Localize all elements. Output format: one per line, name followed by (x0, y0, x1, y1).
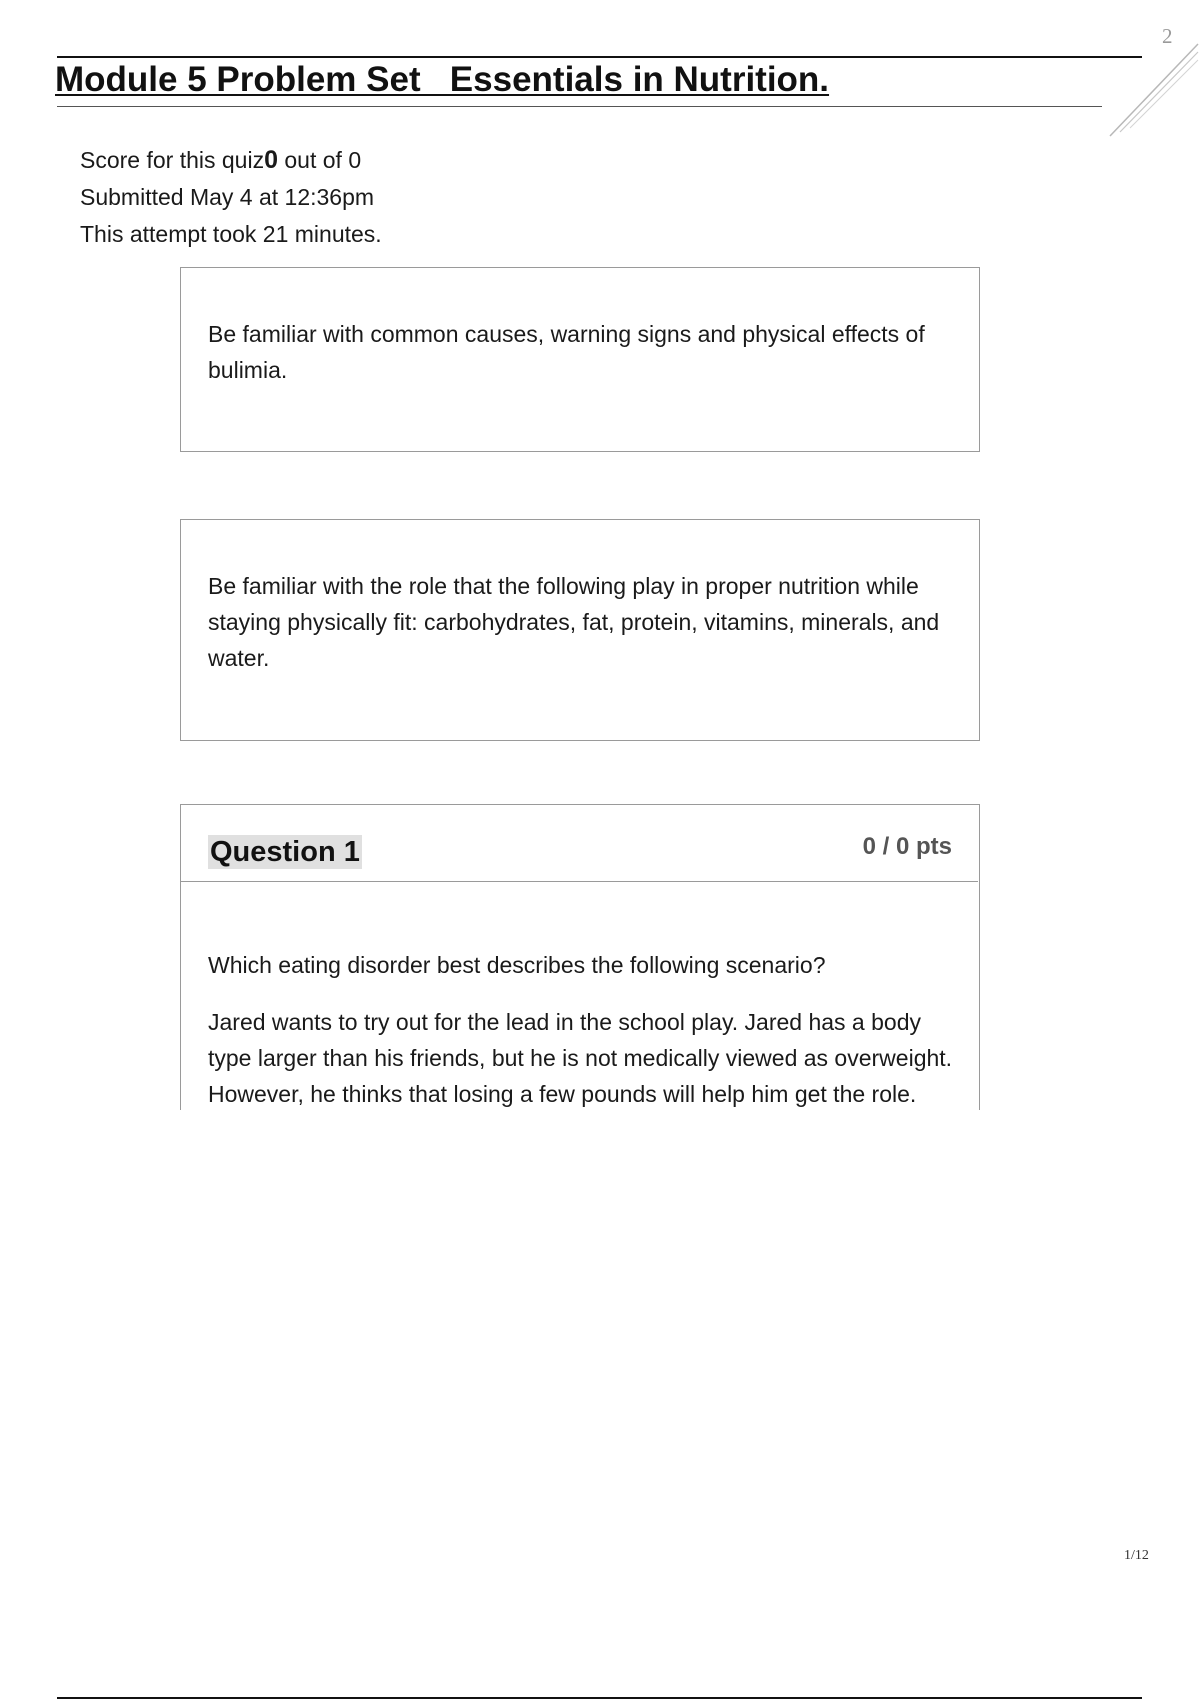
score-total: out of 0 (278, 147, 362, 173)
study-note-text: Be familiar with the role that the following play in proper nutrition while staying physically fit: carbohydrates, fat, protein, vitamins, minerals, and water. (208, 573, 940, 671)
submission-time: Submitted May 4 at 12:36pm (80, 184, 375, 210)
question-header (181, 805, 978, 882)
question-title: Question 1 (210, 836, 360, 868)
bottom-divider (57, 1697, 1142, 1699)
page-corner-number: 2 (1162, 24, 1173, 48)
page-counter: 1/12 (1124, 1548, 1149, 1563)
score-value: 0 (264, 146, 278, 174)
page-title: Module 5 Problem Set_ Essentials in Nutrition. (55, 60, 830, 99)
scenario-line: Jared wants to try out for the lead in the school play. Jared has a body (208, 1009, 921, 1035)
score-label: Score for this quiz (80, 147, 265, 173)
scenario-line: However, he thinks that losing a few pounds will help him get the role. (208, 1081, 917, 1107)
quiz-score (80, 146, 361, 175)
scenario-line: type larger than his friends, but he is not medically viewed as overweight. (208, 1045, 953, 1071)
page-curl-decoration (1108, 40, 1200, 140)
question-card (180, 804, 980, 1110)
study-note-card (180, 267, 980, 452)
question-points: 0 / 0 pts (862, 833, 952, 860)
study-note-card (180, 519, 980, 741)
attempt-duration: This attempt took 21 minutes. (80, 221, 382, 247)
question-scenario (208, 1004, 1028, 1112)
top-divider (57, 56, 1142, 58)
title-divider (57, 106, 1102, 107)
study-note-text: Be familiar with common causes, warning signs and physical effects of bulimia. (208, 321, 925, 383)
question-prompt: Which eating disorder best describes the following scenario? (208, 952, 826, 978)
